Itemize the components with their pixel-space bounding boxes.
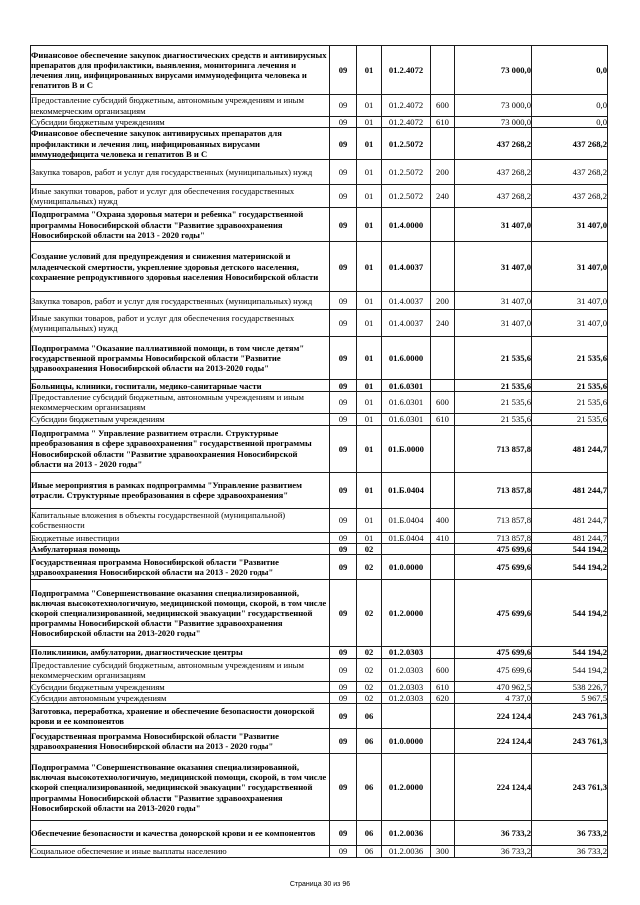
amount-first-year: 713 857,8: [455, 508, 532, 532]
row-description: Закупка товаров, работ и услуг для государственных (муниципальных) нужд: [31, 292, 330, 310]
table-row: [31, 95, 608, 117]
section-code: 09: [330, 425, 357, 472]
row-description: Субсидии автономным учреждениям: [31, 693, 330, 704]
target-article-code: 01.2.5072: [382, 160, 431, 185]
section-code: 09: [330, 208, 357, 242]
row-description: Подпрограмма "Совершенствование оказания специализированной, включая высокотехнологичную, медицинской помощи, скорой, в том числе скорой специализированной, медицинской эвакуации" государственной программы Новосибирской области "Развитие здравоохранения Новосибирской области на 2013-2020 годы": [31, 580, 330, 647]
section-code: 09: [330, 185, 357, 208]
target-article-code: 01.4.0037: [382, 292, 431, 310]
target-article-code: 01.2.0303: [382, 647, 431, 659]
expense-type-code: [431, 580, 455, 647]
target-article-code: 01.2.0303: [382, 659, 431, 682]
subsection-code: 02: [357, 580, 382, 647]
amount-second-year: 0,0: [532, 117, 608, 128]
amount-first-year: 475 699,6: [455, 555, 532, 580]
subsection-code: 01: [357, 380, 382, 392]
amount-first-year: 437 268,2: [455, 128, 532, 160]
expense-type-code: [431, 380, 455, 392]
table-row: [31, 292, 608, 310]
amount-first-year: 224 124,4: [455, 704, 532, 729]
section-code: 09: [330, 310, 357, 337]
target-article-code: 01.0.0000: [382, 729, 431, 754]
section-code: 09: [330, 95, 357, 117]
page-number: Страница 30 из 96: [289, 881, 351, 888]
row-description: Предоставление субсидий бюджетным, автономным учреждениям и иным некоммерческим организациям: [31, 659, 330, 682]
table-row: [31, 128, 608, 160]
target-article-code: 01.4.0037: [382, 242, 431, 292]
subsection-code: 01: [357, 472, 382, 508]
amount-first-year: 36 733,2: [455, 846, 532, 857]
row-description: Бюджетные инвестиции: [31, 532, 330, 543]
subsection-code: 01: [357, 508, 382, 532]
amount-second-year: 0,0: [532, 46, 608, 95]
section-code: 09: [330, 693, 357, 704]
row-description: Подпрограмма "Совершенствование оказания специализированной, включая высокотехнологичную, медицинской помощи, скорой, в том числе скорой специализированной, медицинской эвакуации" государственной программы Новосибирской области "Развитие здравоохранения Новосибирской области на 2013-2020 годы": [31, 754, 330, 821]
table-row: [31, 580, 608, 647]
row-description: Создание условий для предупреждения и снижения материнской и младенческой смертности, укрепление здоровья детского населения, сохранение репродуктивного здоровья населения Новосибирской области: [31, 242, 330, 292]
subsection-code: 01: [357, 337, 382, 380]
table-row: [31, 413, 608, 425]
row-description: Иные мероприятия в рамках подпрограммы "Управление развитием отрасли. Структурные преобразования в сфере здравоохранения": [31, 472, 330, 508]
expense-type-code: 600: [431, 659, 455, 682]
amount-second-year: 0,0: [532, 95, 608, 117]
amount-first-year: 475 699,6: [455, 543, 532, 554]
expense-type-code: [431, 472, 455, 508]
expense-type-code: 300: [431, 846, 455, 857]
section-code: 09: [330, 532, 357, 543]
section-code: 09: [330, 682, 357, 693]
subsection-code: 06: [357, 846, 382, 857]
target-article-code: 01.2.0036: [382, 846, 431, 857]
amount-second-year: 31 407,0: [532, 292, 608, 310]
row-description: Финансовое обеспечение закупок антивирусных препаратов для профилактики и лечения лиц, инфицированных вирусами иммунодефицита человека и гепатитов B и C: [31, 128, 330, 160]
amount-first-year: 475 699,6: [455, 580, 532, 647]
section-code: 09: [330, 508, 357, 532]
amount-second-year: 437 268,2: [532, 128, 608, 160]
subsection-code: 06: [357, 821, 382, 846]
subsection-code: 01: [357, 425, 382, 472]
amount-first-year: 713 857,8: [455, 425, 532, 472]
table-row: [31, 693, 608, 704]
amount-second-year: 21 535,6: [532, 392, 608, 413]
target-article-code: 01.2.0000: [382, 580, 431, 647]
amount-second-year: 437 268,2: [532, 160, 608, 185]
target-article-code: 01.Б.0404: [382, 532, 431, 543]
target-article-code: 01.2.0000: [382, 754, 431, 821]
expense-type-code: 600: [431, 392, 455, 413]
row-description: Поликлиники, амбулатории, диагностические центры: [31, 647, 330, 659]
amount-first-year: 73 000,0: [455, 95, 532, 117]
section-code: 09: [330, 555, 357, 580]
amount-first-year: 475 699,6: [455, 659, 532, 682]
expense-type-code: [431, 46, 455, 95]
target-article-code: 01.2.4072: [382, 46, 431, 95]
row-description: Закупка товаров, работ и услуг для государственных (муниципальных) нужд: [31, 160, 330, 185]
expense-type-code: [431, 729, 455, 754]
table-row: [31, 729, 608, 754]
target-article-code: 01.6.0301: [382, 413, 431, 425]
row-description: Иные закупки товаров, работ и услуг для обеспечения государственных (муниципальных) нужд: [31, 310, 330, 337]
expense-type-code: [431, 555, 455, 580]
amount-second-year: 21 535,6: [532, 337, 608, 380]
target-article-code: 01.2.4072: [382, 95, 431, 117]
expense-type-code: [431, 647, 455, 659]
amount-second-year: 31 407,0: [532, 310, 608, 337]
amount-second-year: 544 194,2: [532, 659, 608, 682]
target-article-code: [382, 704, 431, 729]
expense-type-code: 620: [431, 693, 455, 704]
amount-first-year: 224 124,4: [455, 754, 532, 821]
target-article-code: 01.6.0000: [382, 337, 431, 380]
amount-second-year: 544 194,2: [532, 555, 608, 580]
table-row: [31, 160, 608, 185]
section-code: 09: [330, 292, 357, 310]
row-description: Заготовка, переработка, хранение и обеспечение безопасности донорской крови и ее компонентов: [31, 704, 330, 729]
expense-type-code: 240: [431, 310, 455, 337]
amount-first-year: 4 737,0: [455, 693, 532, 704]
target-article-code: 01.6.0301: [382, 380, 431, 392]
expense-type-code: [431, 242, 455, 292]
row-description: Иные закупки товаров, работ и услуг для обеспечения государственных (муниципальных) нужд: [31, 185, 330, 208]
amount-second-year: 437 268,2: [532, 185, 608, 208]
section-code: 09: [330, 647, 357, 659]
amount-second-year: 36 733,2: [532, 821, 608, 846]
row-description: Субсидии бюджетным учреждениям: [31, 682, 330, 693]
row-description: Капитальные вложения в объекты государственной (муниципальной) собственности: [31, 508, 330, 532]
budget-table: [30, 45, 608, 858]
target-article-code: 01.2.5072: [382, 128, 431, 160]
expense-type-code: [431, 208, 455, 242]
table-row: [31, 754, 608, 821]
amount-second-year: 481 244,7: [532, 532, 608, 543]
budget-table-body: [31, 46, 608, 858]
table-row: [31, 392, 608, 413]
section-code: 09: [330, 117, 357, 128]
amount-first-year: 21 535,6: [455, 337, 532, 380]
expense-type-code: [431, 543, 455, 554]
section-code: 09: [330, 413, 357, 425]
subsection-code: 01: [357, 46, 382, 95]
table-row: [31, 242, 608, 292]
row-description: Амбулаторная помощь: [31, 543, 330, 554]
amount-first-year: 36 733,2: [455, 821, 532, 846]
amount-second-year: 544 194,2: [532, 647, 608, 659]
amount-second-year: 21 535,6: [532, 380, 608, 392]
subsection-code: 01: [357, 128, 382, 160]
table-row: [31, 46, 608, 95]
amount-first-year: 437 268,2: [455, 185, 532, 208]
amount-second-year: 544 194,2: [532, 580, 608, 647]
subsection-code: 02: [357, 543, 382, 554]
amount-second-year: 21 535,6: [532, 413, 608, 425]
table-row: [31, 659, 608, 682]
section-code: 09: [330, 580, 357, 647]
amount-first-year: 21 535,6: [455, 413, 532, 425]
row-description: Государственная программа Новосибирской области "Развитие здравоохранения Новосибирской области на 2013 - 2020 годы": [31, 729, 330, 754]
section-code: 09: [330, 846, 357, 857]
subsection-code: 01: [357, 292, 382, 310]
amount-second-year: 481 244,7: [532, 508, 608, 532]
subsection-code: 02: [357, 647, 382, 659]
amount-first-year: 470 962,5: [455, 682, 532, 693]
expense-type-code: 240: [431, 185, 455, 208]
table-row: [31, 380, 608, 392]
expense-type-code: 600: [431, 95, 455, 117]
target-article-code: 01.2.0036: [382, 821, 431, 846]
section-code: 09: [330, 543, 357, 554]
row-description: Субсидии бюджетным учреждениям: [31, 413, 330, 425]
subsection-code: 01: [357, 208, 382, 242]
amount-first-year: 31 407,0: [455, 292, 532, 310]
table-row: [31, 821, 608, 846]
subsection-code: 01: [357, 413, 382, 425]
table-row: [31, 337, 608, 380]
table-row: [31, 310, 608, 337]
amount-first-year: 713 857,8: [455, 472, 532, 508]
table-row: [31, 543, 608, 554]
expense-type-code: 200: [431, 292, 455, 310]
amount-second-year: 5 967,5: [532, 693, 608, 704]
row-description: Субсидии бюджетным учреждениям: [31, 117, 330, 128]
subsection-code: 02: [357, 693, 382, 704]
expense-type-code: 410: [431, 532, 455, 543]
subsection-code: 02: [357, 659, 382, 682]
expense-type-code: [431, 128, 455, 160]
target-article-code: 01.2.4072: [382, 117, 431, 128]
table-row: [31, 846, 608, 857]
row-description: Подпрограмма "Охрана здоровья матери и ребенка" государственной программы Новосибирской области "Развитие здравоохранения Новосибирской области на 2013 - 2020 годы": [31, 208, 330, 242]
expense-type-code: 610: [431, 682, 455, 693]
section-code: 09: [330, 754, 357, 821]
subsection-code: 06: [357, 754, 382, 821]
subsection-code: 06: [357, 729, 382, 754]
target-article-code: 01.Б.0404: [382, 508, 431, 532]
amount-first-year: 31 407,0: [455, 242, 532, 292]
subsection-code: 01: [357, 185, 382, 208]
amount-first-year: 475 699,6: [455, 647, 532, 659]
target-article-code: 01.2.0303: [382, 693, 431, 704]
table-row: [31, 508, 608, 532]
table-row: [31, 472, 608, 508]
target-article-code: 01.6.0301: [382, 392, 431, 413]
amount-first-year: 73 000,0: [455, 117, 532, 128]
subsection-code: 01: [357, 532, 382, 543]
row-description: Подпрограмма "Оказание паллиативной помощи, в том числе детям" государственной программы Новосибирской области "Развитие здравоохранения Новосибирской области на 2013-2020 годы": [31, 337, 330, 380]
expense-type-code: 200: [431, 160, 455, 185]
row-description: Предоставление субсидий бюджетным, автономным учреждениям и иным некоммерческим организациям: [31, 95, 330, 117]
subsection-code: 01: [357, 242, 382, 292]
amount-first-year: 21 535,6: [455, 392, 532, 413]
section-code: 09: [330, 821, 357, 846]
expense-type-code: 610: [431, 117, 455, 128]
expense-type-code: [431, 425, 455, 472]
table-row: [31, 555, 608, 580]
section-code: 09: [330, 46, 357, 95]
amount-second-year: 243 761,3: [532, 704, 608, 729]
table-row: [31, 704, 608, 729]
expense-type-code: [431, 337, 455, 380]
amount-second-year: 481 244,7: [532, 425, 608, 472]
table-row: [31, 208, 608, 242]
target-article-code: 01.Б.0000: [382, 425, 431, 472]
row-description: Социальное обеспечение и иные выплаты населению: [31, 846, 330, 857]
amount-second-year: 544 194,2: [532, 543, 608, 554]
amount-first-year: 713 857,8: [455, 532, 532, 543]
section-code: 09: [330, 160, 357, 185]
expense-type-code: [431, 821, 455, 846]
amount-second-year: 31 407,0: [532, 242, 608, 292]
table-row: [31, 532, 608, 543]
table-row: [31, 682, 608, 693]
section-code: 09: [330, 729, 357, 754]
table-row: [31, 425, 608, 472]
section-code: 09: [330, 392, 357, 413]
subsection-code: 01: [357, 392, 382, 413]
amount-first-year: 21 535,6: [455, 380, 532, 392]
section-code: 09: [330, 337, 357, 380]
section-code: 09: [330, 472, 357, 508]
subsection-code: 06: [357, 704, 382, 729]
target-article-code: [382, 543, 431, 554]
row-description: Подпрограмма " Управление развитием отрасли. Структурные преобразования в сфере здравоохранения" государственной программы Новосибирской области "Развитие здравоохранения Новосибирской области на 2013 - 2020 годы": [31, 425, 330, 472]
amount-first-year: 31 407,0: [455, 310, 532, 337]
target-article-code: 01.0.0000: [382, 555, 431, 580]
section-code: 09: [330, 659, 357, 682]
section-code: 09: [330, 128, 357, 160]
amount-first-year: 224 124,4: [455, 729, 532, 754]
target-article-code: 01.4.0037: [382, 310, 431, 337]
subsection-code: 01: [357, 117, 382, 128]
target-article-code: 01.2.5072: [382, 185, 431, 208]
amount-second-year: 538 226,7: [532, 682, 608, 693]
subsection-code: 01: [357, 160, 382, 185]
amount-second-year: 243 761,3: [532, 754, 608, 821]
row-description: Государственная программа Новосибирской области "Развитие здравоохранения Новосибирской области на 2013 - 2020 годы": [31, 555, 330, 580]
subsection-code: 02: [357, 682, 382, 693]
amount-second-year: 31 407,0: [532, 208, 608, 242]
subsection-code: 02: [357, 555, 382, 580]
table-row: [31, 117, 608, 128]
row-description: Больницы, клиники, госпитали, медико-санитарные части: [31, 380, 330, 392]
section-code: 09: [330, 380, 357, 392]
expense-type-code: 610: [431, 413, 455, 425]
expense-type-code: [431, 704, 455, 729]
table-row: [31, 647, 608, 659]
row-description: Предоставление субсидий бюджетным, автономным учреждениям и иным некоммерческим организациям: [31, 392, 330, 413]
section-code: 09: [330, 704, 357, 729]
expense-type-code: 400: [431, 508, 455, 532]
table-row: [31, 185, 608, 208]
expense-type-code: [431, 754, 455, 821]
amount-first-year: 31 407,0: [455, 208, 532, 242]
target-article-code: 01.2.0303: [382, 682, 431, 693]
amount-first-year: 73 000,0: [455, 46, 532, 95]
subsection-code: 01: [357, 95, 382, 117]
row-description: Финансовое обеспечение закупок диагностических средств и антивирусных препаратов для профилактики, выявления, мониторинга лечения и лечения лиц, инфицированных вирусами иммунодефицита человека и гепатитов B и C: [31, 46, 330, 95]
amount-second-year: 481 244,7: [532, 472, 608, 508]
amount-second-year: 243 761,3: [532, 729, 608, 754]
row-description: Обеспечение безопасности и качества донорской крови и ее компонентов: [31, 821, 330, 846]
amount-first-year: 437 268,2: [455, 160, 532, 185]
subsection-code: 01: [357, 310, 382, 337]
section-code: 09: [330, 242, 357, 292]
amount-second-year: 36 733,2: [532, 846, 608, 857]
target-article-code: 01.Б.0404: [382, 472, 431, 508]
target-article-code: 01.4.0000: [382, 208, 431, 242]
